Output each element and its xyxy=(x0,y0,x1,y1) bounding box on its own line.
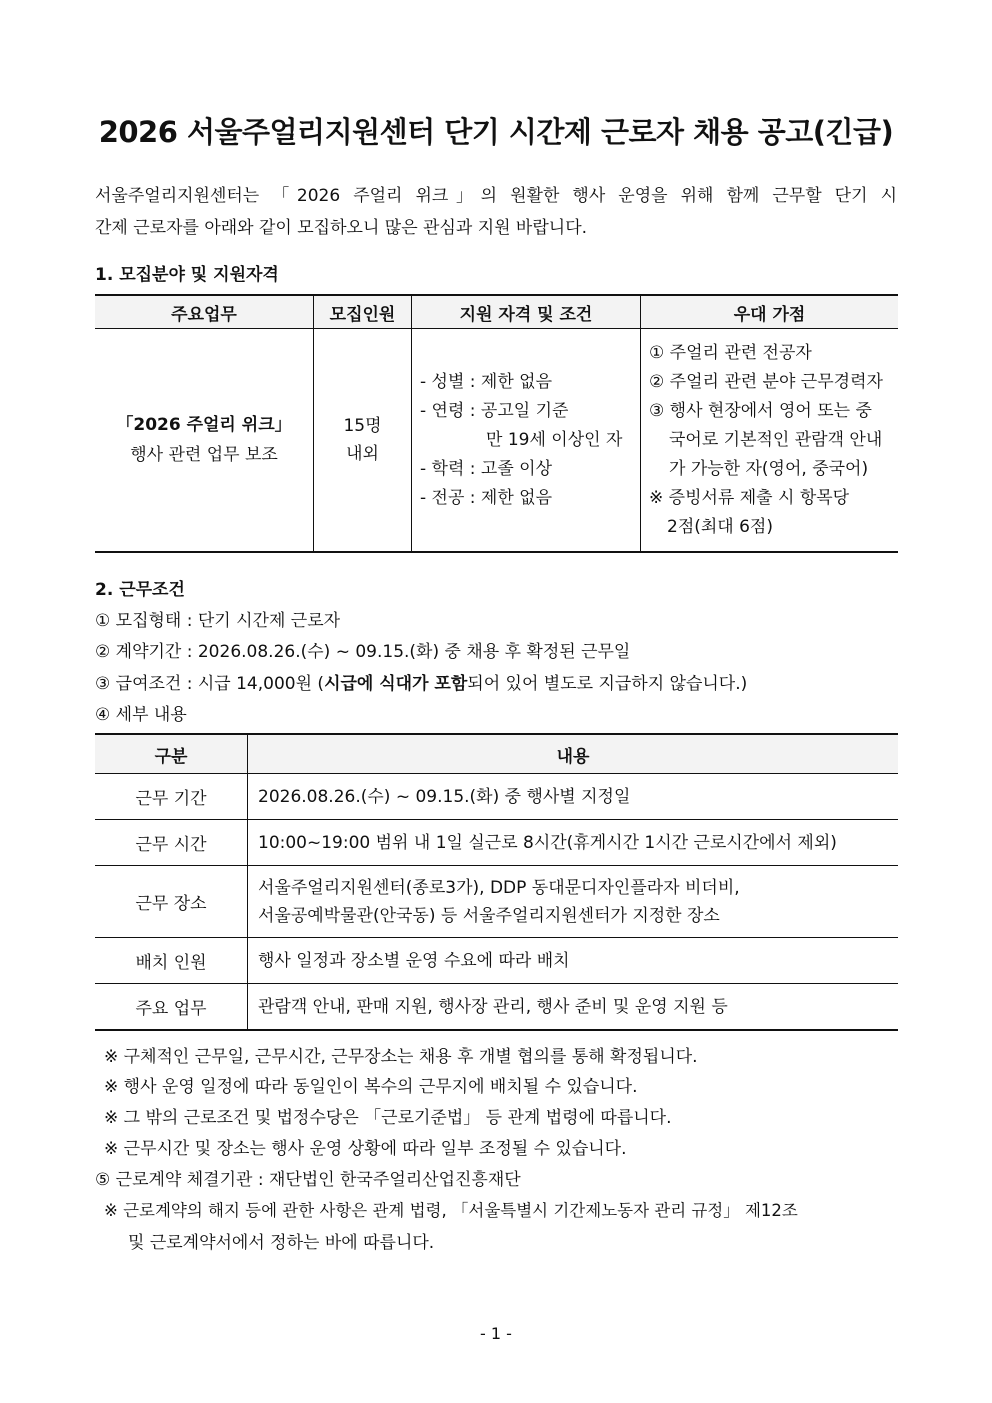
condition-age-detail: 만 19세 이상인 자 xyxy=(486,429,623,450)
task-name: 「2026 주얼리 위크」 xyxy=(116,415,292,435)
table-row xyxy=(95,866,898,938)
header-headcount: 모집인원 xyxy=(314,295,412,329)
condition-education: - 학력 : 고졸 이상 xyxy=(420,458,553,479)
headcount-number: 15명 xyxy=(343,416,382,436)
preference-note: ※ 증빙서류 제출 시 항목당 xyxy=(649,487,850,508)
row-value: 행사 일정과 장소별 운영 수요에 따라 배치 xyxy=(248,938,899,984)
page-number: - 1 - xyxy=(480,1324,512,1343)
salary-pre: ③ 급여조건 : 시급 14,000원 ( xyxy=(95,674,325,694)
headcount-approx: 내외 xyxy=(346,444,379,464)
intro-line-1: 서울주얼리지원센터는 「2026 주얼리 위크」의 원활한 행사 운영을 위해 함께 근무할 단기 시 xyxy=(95,186,897,206)
intro-line-2: 간제 근로자를 아래와 같이 모집하오니 많은 관심과 지원 바랍니다. xyxy=(95,218,588,238)
contract-agency: ⑤ 근로계약 체결기관 : 재단법인 한국주얼리산업진흥재단 xyxy=(95,1170,521,1190)
header-category: 구분 xyxy=(95,734,248,774)
condition-major: - 전공 : 제한 없음 xyxy=(420,487,553,508)
qualifications-cell xyxy=(412,329,641,553)
preference-3-cont-2: 가 가능한 자(영어, 중국어) xyxy=(669,458,869,479)
section-2-heading: 2. 근무조건 xyxy=(95,580,185,600)
condition-age: - 연령 : 공고일 기준 xyxy=(420,400,569,421)
final-note-1: ※ 근로계약의 해지 등에 관한 사항은 관계 법령, 「서울특별시 기간제노동자 관리 규정」 제12조 xyxy=(104,1201,798,1220)
preferences-cell xyxy=(641,329,899,553)
preference-2: ② 주얼리 관련 분야 근무경력자 xyxy=(649,371,883,392)
contract-period: ② 계약기간 : 2026.08.26.(수) ~ 09.15.(화) 중 채용 후 확정된 근무일 xyxy=(95,642,631,662)
header-main-task: 주요업무 xyxy=(95,295,314,329)
note-3: ※ 그 밖의 근로조건 및 법정수당은 「근로기준법」 등 관계 법령에 따릅니다. xyxy=(104,1108,672,1128)
recruitment-table xyxy=(95,294,898,553)
details-table xyxy=(95,733,898,1031)
note-4: ※ 근무시간 및 장소는 행사 운영 상황에 따라 일부 조정될 수 있습니다. xyxy=(104,1139,627,1159)
row-value-line-1: 서울주얼리지원센터(종로3가), DDP 동대문디자인플라자 비더비, xyxy=(258,877,740,898)
note-1: ※ 구체적인 근무일, 근무시간, 근무장소는 채용 후 개별 협의를 통해 확정됩니다. xyxy=(104,1047,698,1067)
preference-3: ③ 행사 현장에서 영어 또는 중 xyxy=(649,400,872,421)
preference-note-cont: 2점(최대 6점) xyxy=(667,516,773,537)
row-value-multi xyxy=(248,866,899,938)
header-preferences: 우대 가점 xyxy=(641,295,899,329)
note-2: ※ 행사 운영 일정에 따라 동일인이 복수의 근무지에 배치될 수 있습니다. xyxy=(104,1077,638,1097)
table-row xyxy=(95,820,898,866)
recruit-type: ① 모집형태 : 단기 시간제 근로자 xyxy=(95,611,341,631)
preference-1: ① 주얼리 관련 전공자 xyxy=(649,342,812,363)
row-value: 10:00~19:00 범위 내 1일 실근로 8시간(휴게시간 1시간 근로시간에서 제외) xyxy=(248,820,899,866)
salary-post: 되어 있어 별도로 지급하지 않습니다.) xyxy=(467,674,748,694)
salary-bold: 시급에 식대가 포함 xyxy=(324,674,468,694)
table-row xyxy=(95,938,898,984)
header-qualifications: 지원 자격 및 조건 xyxy=(412,295,641,329)
preference-3-cont: 국어로 기본적인 관람객 안내 xyxy=(669,429,883,450)
table-row xyxy=(95,774,898,820)
row-key: 근무 시간 xyxy=(95,820,248,866)
row-value: 2026.08.26.(수) ~ 09.15.(화) 중 행사별 지정일 xyxy=(248,774,899,820)
task-description: 행사 관련 업무 보조 xyxy=(130,445,278,465)
section-1-heading: 1. 모집분야 및 지원자격 xyxy=(95,265,279,285)
headcount-cell xyxy=(314,329,412,553)
row-value-line-2: 서울공예박물관(안국동) 등 서울주얼리지원센터가 지정한 장소 xyxy=(258,905,720,926)
salary-terms xyxy=(95,669,747,694)
row-key: 근무 기간 xyxy=(95,774,248,820)
header-content: 내용 xyxy=(248,734,899,774)
condition-gender: - 성별 : 제한 없음 xyxy=(420,371,553,392)
final-note-2: 및 근로계약서에서 정하는 바에 따릅니다. xyxy=(128,1233,435,1253)
row-value: 관람객 안내, 판매 지원, 행사장 관리, 행사 준비 및 운영 지원 등 xyxy=(248,984,899,1031)
main-task-cell xyxy=(95,329,314,553)
row-key: 근무 장소 xyxy=(95,866,248,938)
row-key: 배치 인원 xyxy=(95,938,248,984)
table-row xyxy=(95,984,898,1031)
document-title: 2026 서울주얼리지원센터 단기 시간제 근로자 채용 공고(긴급) xyxy=(98,115,894,149)
details-label: ④ 세부 내용 xyxy=(95,705,187,725)
row-key: 주요 업무 xyxy=(135,999,207,1019)
